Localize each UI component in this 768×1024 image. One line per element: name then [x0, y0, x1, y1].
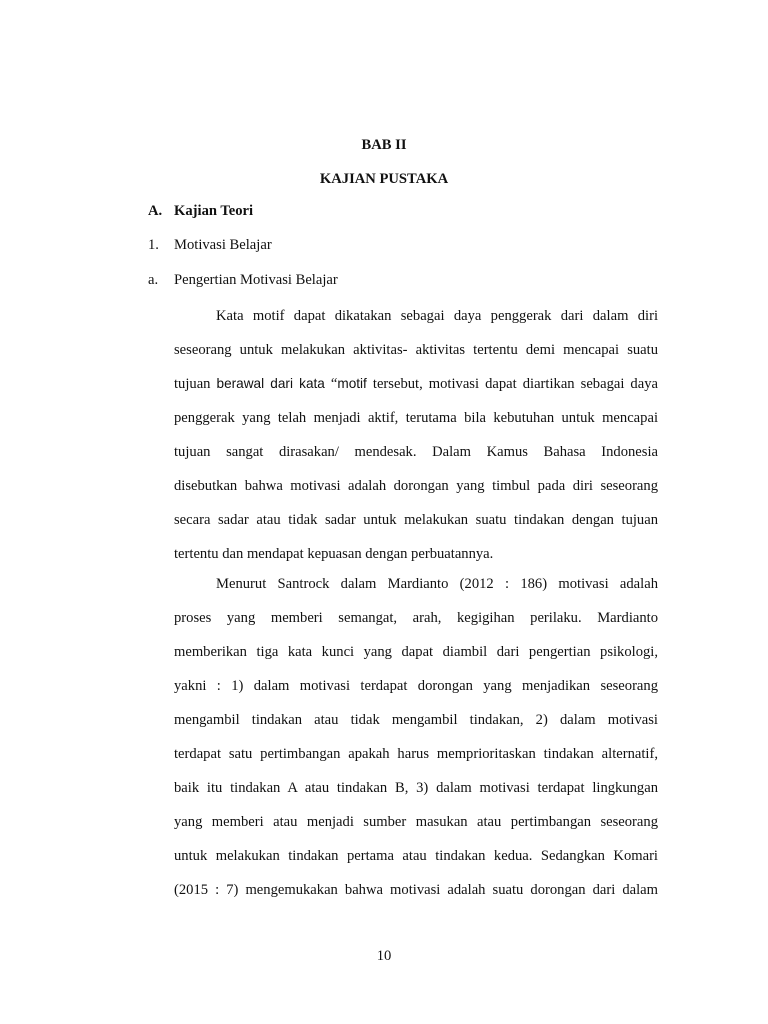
open-quote: “ [330, 376, 338, 392]
subsection-number: 1. [148, 237, 159, 253]
subsection-title: Motivasi Belajar [174, 237, 272, 253]
paragraph-line: secara sadar atau tidak sadar untuk melakukan suatu tindakan dengan tujuan [174, 512, 658, 528]
subsection-title: Pengertian Motivasi Belajar [174, 272, 338, 288]
paragraph-line: proses yang memberi semangat, arah, kegigihan perilaku. Mardianto [174, 610, 658, 626]
paragraph-line: untuk melakukan tindakan pertama atau tindakan kedua. Sedangkan Komari [174, 848, 658, 864]
subsection-letter: a. [148, 272, 159, 288]
line-suffix: tersebut, motivasi dapat diartikan sebagai daya [372, 376, 658, 392]
paragraph-line: baik itu tindakan A atau tindakan B, 3) dalam motivasi terdapat lingkungan [174, 780, 658, 796]
subsection-heading-a [148, 272, 338, 289]
section-heading-a [148, 203, 253, 220]
paragraph-line: seseorang untuk melakukan aktivitas- aktivitas tertentu demi mencapai suatu [174, 342, 658, 358]
paragraph-line: (2015 : 7) mengemukakan bahwa motivasi adalah suatu dorongan dari dalam [174, 882, 658, 898]
chapter-subtitle: KAJIAN PUSTAKA [319, 171, 449, 187]
paragraph-line: tujuan sangat dirasakan/ mendesak. Dalam Kamus Bahasa Indonesia [174, 444, 658, 460]
paragraph-line: disebutkan bahwa motivasi adalah dorongan yang timbul pada diri seseorang [174, 478, 658, 494]
paragraph-line: Kata motif dapat dikatakan sebagai daya penggerak dari dalam diri [216, 308, 658, 324]
sans-text-run: berawal dari kata [216, 376, 325, 391]
paragraph-line-mixed [174, 374, 658, 408]
chapter-title: BAB II [361, 137, 407, 153]
section-title: Kajian Teori [174, 203, 254, 219]
sans-text-run: motif [337, 376, 367, 391]
paragraph-line: Menurut Santrock dalam Mardianto (2012 : 186) motivasi adalah [216, 576, 658, 592]
section-number: A. [148, 203, 163, 219]
paragraph-line: terdapat satu pertimbangan apakah harus memprioritaskan tindakan alternatif, [174, 746, 658, 762]
paragraph-line: penggerak yang telah menjadi aktif, terutama bila kebutuhan untuk mencapai [174, 410, 658, 426]
paragraph-line: memberikan tiga kata kunci yang dapat diambil dari pengertian psikologi, [174, 644, 658, 660]
paragraph-1 [174, 306, 658, 578]
page-number: 10 [376, 948, 392, 964]
subsection-heading-1 [148, 237, 272, 254]
paragraph-line: yakni : 1) dalam motivasi terdapat dorongan yang menjadikan seseorang [174, 678, 658, 694]
paragraph-2 [174, 574, 658, 914]
paragraph-line: mengambil tindakan atau tidak mengambil tindakan, 2) dalam motivasi [174, 712, 658, 728]
paragraph-line: tertentu dan mendapat kepuasan dengan perbuatannya. [174, 546, 494, 562]
line-prefix: tujuan [174, 376, 211, 392]
paragraph-line: yang memberi atau menjadi sumber masukan atau pertimbangan seseorang [174, 814, 658, 830]
